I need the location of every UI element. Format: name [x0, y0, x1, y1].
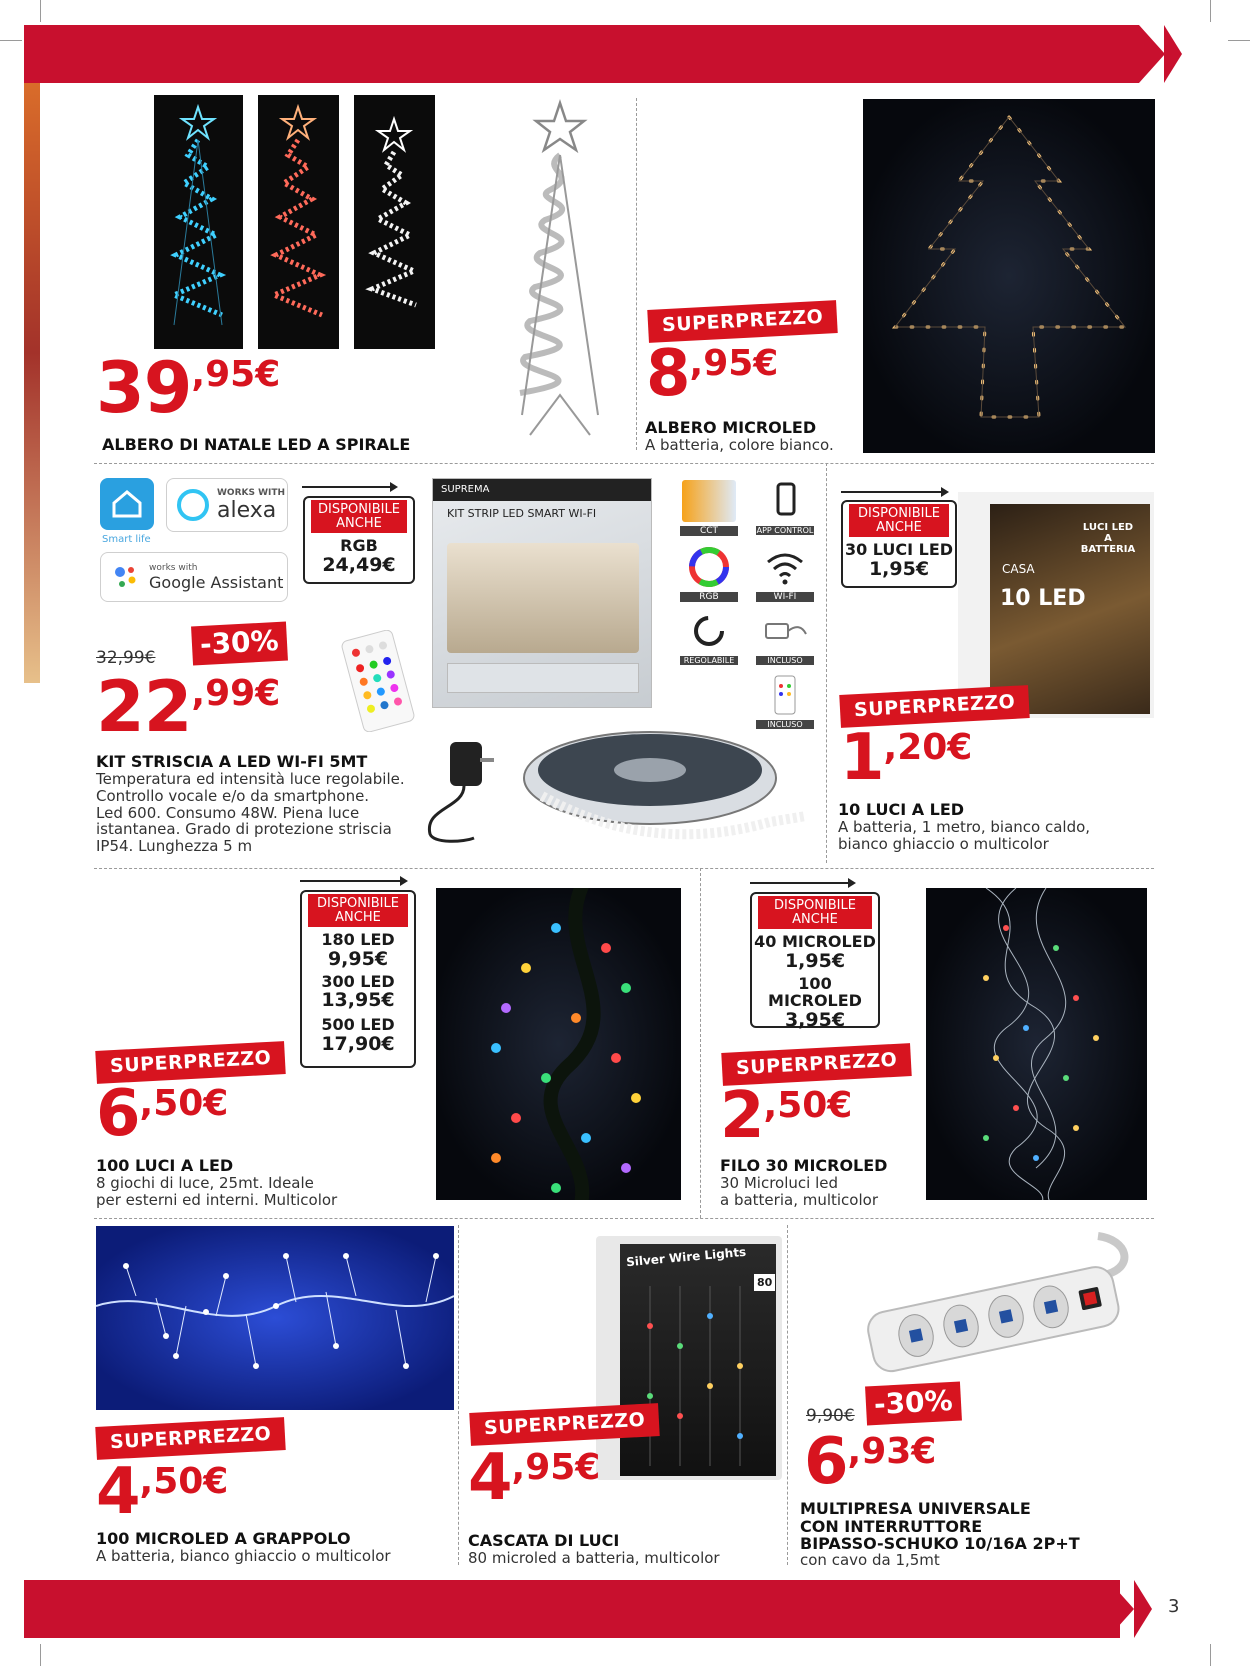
desc-hundred-leds: 8 giochi di luce, 25mt. Ideale per esterni ed interni. Multicolor — [96, 1174, 338, 1209]
remote-illustration — [338, 630, 418, 732]
page-number: 3 — [1168, 1596, 1180, 1617]
divider — [94, 868, 1154, 869]
old-price-strip: 32,99€ — [96, 648, 156, 668]
crop-mark — [0, 40, 22, 41]
divider — [787, 1225, 788, 1565]
remote-icon — [756, 672, 814, 718]
divider — [636, 98, 637, 450]
chevron-right-icon — [1139, 25, 1165, 83]
divider — [700, 868, 701, 1218]
available-also-arrow — [302, 486, 392, 488]
available-also-box-strip: DISPONIBILE ANCHE RGB 24,49€ — [303, 496, 415, 584]
dimmer-icon — [680, 608, 738, 654]
desc-microled-wire: 30 Microluci led a batteria, multicolor — [720, 1174, 878, 1209]
spiral-tree-illustration — [154, 95, 243, 349]
white-tree-illustration — [500, 95, 620, 450]
discount-badge-strip: -30% — [191, 622, 288, 666]
crop-mark — [40, 1644, 41, 1666]
product-photo-strip-box — [432, 478, 652, 708]
product-photo-power-strip — [858, 1226, 1148, 1386]
product-photo-spiral-tree-red — [258, 95, 339, 349]
desc-cascade: 80 microled a batteria, multicolor — [468, 1549, 720, 1567]
title-hundred-leds: 100 LUCI A LED — [96, 1156, 234, 1175]
feature-wifi: WI-FI — [756, 544, 814, 606]
desc-microled-tree: A batteria, colore bianco. — [645, 436, 834, 454]
product-photo-microled-wire — [926, 888, 1147, 1200]
cluster-wire-illustration — [96, 1226, 454, 1410]
side-decoration — [24, 83, 40, 683]
feature-included-remote: INCLUSO — [756, 672, 814, 734]
smart-life-label: Smart life — [102, 534, 151, 545]
product-photo-ten-leds-box — [958, 492, 1154, 718]
superprezzo-badge: SUPERPREZZO — [647, 300, 838, 343]
desc-power-strip: con cavo da 1,5mt — [800, 1551, 940, 1569]
old-price-power-strip: 9,90€ — [806, 1406, 855, 1426]
product-photo-microled-tree — [500, 95, 620, 450]
feature-adjustable: REGOLABILE — [680, 608, 738, 670]
available-also-arrow — [750, 882, 850, 884]
box-features-strip — [447, 663, 639, 693]
feature-rgb: RGB — [680, 544, 738, 606]
product-photo-spiral-tree-white — [354, 95, 435, 349]
tree-outline-illustration — [863, 99, 1155, 453]
header-band — [24, 25, 1139, 83]
feature-app-control: APP CONTROL — [756, 478, 814, 538]
title-cascade: CASCATA DI LUCI — [468, 1531, 620, 1550]
crop-mark — [1210, 0, 1211, 22]
crop-mark — [1210, 1644, 1211, 1666]
spiral-tree-illustration — [354, 95, 435, 349]
cascade-lights-illustration — [620, 1286, 776, 1476]
title-strip: KIT STRISCIA A LED WI-FI 5MT — [96, 752, 368, 771]
available-also-arrow — [841, 491, 943, 493]
price-strip: 22,99€ — [96, 666, 281, 748]
title-microled-tree: ALBERO MICROLED — [645, 418, 817, 437]
adapter-illustration — [414, 738, 510, 848]
box-brand: SUPREMA — [433, 479, 652, 501]
superprezzo-badge: SUPERPREZZO — [721, 1043, 912, 1086]
available-also-arrow — [300, 880, 402, 882]
footer-band — [24, 1580, 1120, 1638]
crop-mark — [40, 0, 41, 22]
price-microled-tree: 8,95€ — [646, 337, 779, 411]
divider — [458, 1225, 459, 1565]
box-title: KIT STRIP LED SMART WI-FI — [447, 507, 597, 520]
box-count: 10 LED — [1000, 586, 1086, 611]
alexa-icon — [175, 487, 211, 523]
chevron-right-icon — [1108, 1580, 1134, 1638]
price-microled-wire: 2,50€ — [720, 1079, 853, 1153]
discount-badge-power-strip: -30% — [865, 1382, 962, 1426]
available-also-box-ten-leds: DISPONIBILE ANCHE 30 LUCI LED 1,95€ — [841, 500, 957, 588]
chevron-right-icon — [1164, 25, 1182, 83]
product-photo-cluster-microled — [96, 1226, 454, 1410]
google-assistant-badge: works with Google Assistant — [100, 552, 288, 602]
price-power-strip: 6,93€ — [804, 1425, 937, 1499]
wifi-icon — [756, 544, 814, 590]
product-photo-led-reel — [520, 726, 810, 850]
alexa-badge: WORKS WITH alexa — [166, 478, 288, 532]
cct-icon — [680, 478, 738, 524]
price-cluster-microled: 4,50€ — [96, 1455, 229, 1529]
available-also-box-hundred-leds: DISPONIBILE ANCHE 180 LED 9,95€ 300 LED 13,95€ 500 LED 17,90€ — [300, 890, 416, 1068]
feature-included-cable: INCLUSO — [756, 608, 814, 670]
crop-mark — [1228, 40, 1250, 41]
desc-cluster-microled: A batteria, bianco ghiaccio o multicolor — [96, 1547, 391, 1565]
product-photo-adapter — [414, 738, 510, 848]
led-reel-illustration — [520, 726, 810, 850]
superprezzo-badge: SUPERPREZZO — [95, 1041, 286, 1084]
title-cluster-microled: 100 MICROLED A GRAPPOLO — [96, 1529, 351, 1548]
divider — [94, 1218, 1154, 1219]
price-hundred-leds: 6,50€ — [96, 1077, 229, 1151]
divider — [94, 463, 1154, 464]
price-cascade: 4,95€ — [468, 1441, 601, 1515]
title-power-strip: MULTIPRESA UNIVERSALE CON INTERRUTTORE BIPASSO-SCHUKO 10/16A 2P+T — [800, 1499, 1080, 1554]
box-brand: CASA — [1002, 562, 1035, 576]
product-photo-remote — [338, 630, 418, 732]
spiral-tree-illustration — [258, 95, 339, 349]
feature-cct: CCT — [680, 478, 738, 538]
box-label: LUCI LED A BATTERIA — [1080, 522, 1136, 555]
smart-life-badge — [100, 478, 154, 530]
desc-strip: Temperatura ed intensità luce regolabile. Controllo vocale e/o da smartphone. Led 600. Consumo 48W. Piena luce istantanea. Grado di protezione striscia IP54. Lunghezza 5 m — [96, 770, 405, 856]
led-string-illustration — [436, 888, 681, 1200]
superprezzo-badge: SUPERPREZZO — [469, 1403, 660, 1446]
available-also-box-microled-wire: DISPONIBILE ANCHE 40 MICROLED 1,95€ 100 MICROLED 3,95€ — [750, 892, 880, 1028]
product-photo-spiral-tree-blue — [154, 95, 243, 349]
title-ten-leds: 10 LUCI A LED — [838, 800, 965, 819]
product-photo-tree-outline — [863, 99, 1155, 453]
house-icon — [110, 489, 144, 519]
chevron-right-icon — [1134, 1580, 1152, 1638]
superprezzo-badge: SUPERPREZZO — [839, 685, 1030, 728]
power-strip-illustration — [858, 1226, 1148, 1386]
product-photo-hundred-leds — [436, 888, 681, 1200]
box-image — [447, 543, 639, 653]
title-microled-wire: FILO 30 MICROLED — [720, 1156, 888, 1175]
micro-wire-illustration — [926, 888, 1147, 1200]
cable-icon — [756, 608, 814, 654]
divider — [826, 463, 827, 863]
price-spiral-tree: 39,95€ — [96, 347, 281, 429]
box-title: Silver Wire Lights — [625, 1244, 747, 1270]
box-count: 80 — [754, 1274, 775, 1291]
google-assistant-icon — [111, 562, 141, 592]
price-ten-leds: 1,20€ — [840, 721, 973, 795]
title-spiral-tree: ALBERO DI NATALE LED A SPIRALE — [102, 435, 411, 454]
product-photo-cascade-box — [596, 1236, 782, 1480]
desc-ten-leds: A batteria, 1 metro, bianco caldo, bianco ghiaccio o multicolor — [838, 818, 1091, 853]
color-wheel-icon — [680, 544, 738, 590]
phone-icon — [756, 478, 814, 524]
superprezzo-badge: SUPERPREZZO — [95, 1417, 286, 1460]
